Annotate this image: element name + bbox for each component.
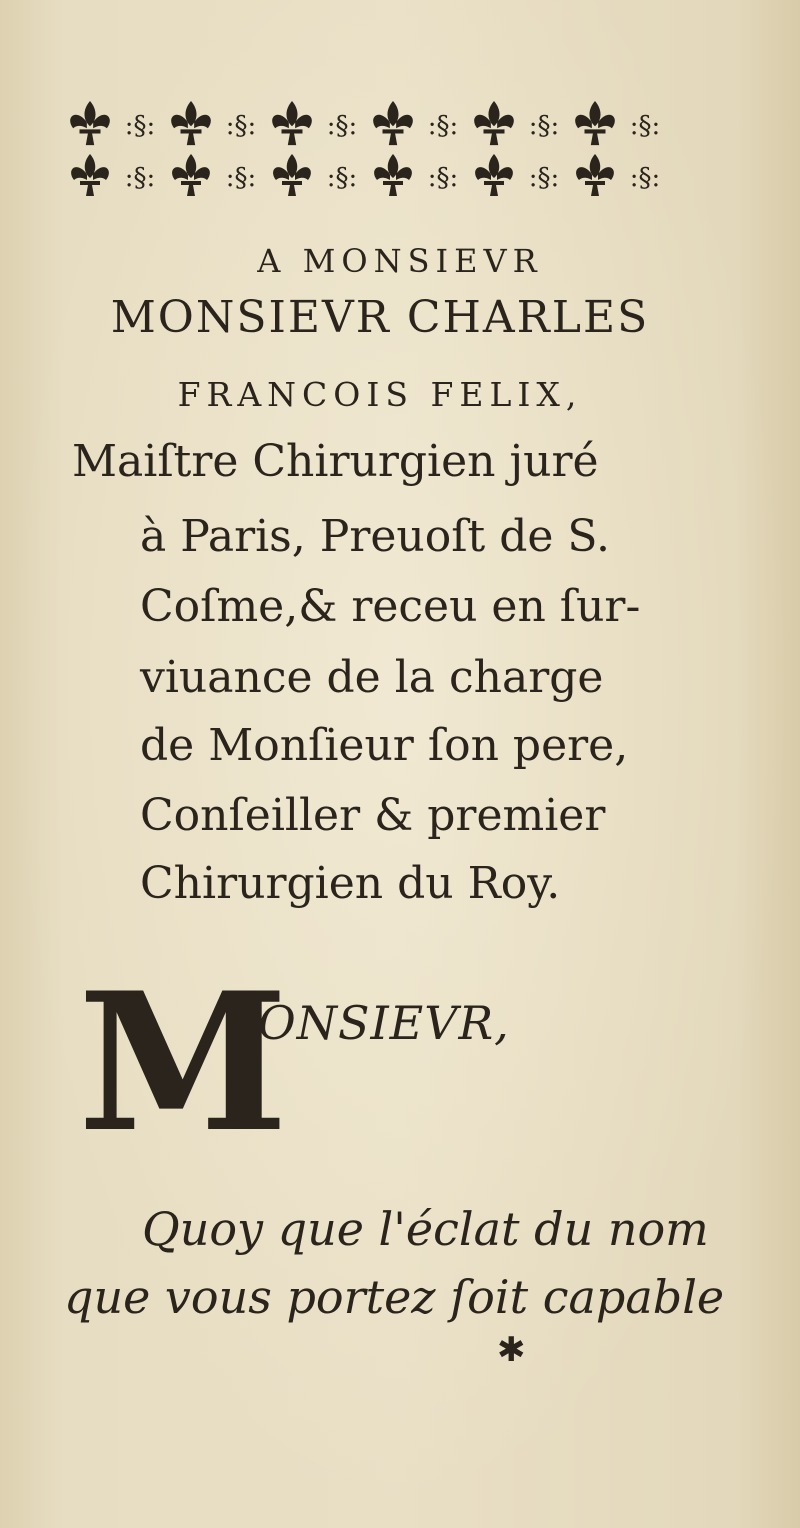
ornament-separator: :§: <box>629 163 661 193</box>
italic-text-line: que vous portez ſoit capable <box>64 1270 725 1324</box>
ornament-separator: :§: <box>629 111 661 141</box>
body-line: Chirurgien du Roy. <box>140 858 561 909</box>
fleur-de-lis-icon <box>576 154 614 196</box>
body-line: Conſeiller & premier <box>140 790 606 841</box>
heading-line-2: MONSIEVR CHARLES <box>110 292 650 343</box>
italic-text-line: Quoy que l'éclat du nom <box>142 1202 709 1256</box>
fleur-de-lis-icon <box>475 154 513 196</box>
fleur-de-lis-icon <box>71 154 109 196</box>
heading-line-3: FRANCOIS FELIX, <box>177 375 583 414</box>
fleur-de-lis-icon <box>374 154 412 196</box>
fleur-de-lis-icon <box>474 101 514 145</box>
body-line: à Paris, Preuoſt de S. <box>140 511 610 562</box>
body-line: viuance de la charge <box>140 652 604 703</box>
fleur-de-lis-icon <box>575 101 615 145</box>
ornament-separator: :§: <box>124 111 156 141</box>
fleur-de-lis-icon <box>172 154 210 196</box>
ornament-separator: :§: <box>427 163 459 193</box>
ornament-separator: :§: <box>225 111 257 141</box>
ornament-separator: :§: <box>124 163 156 193</box>
drop-cap: M <box>78 951 289 1174</box>
heading-line-1: A MONSIEVR <box>257 242 543 280</box>
fleur-de-lis-icon <box>171 101 211 145</box>
fleur-de-lis-icon <box>272 101 312 145</box>
body-line: de Monſieur ſon pere, <box>140 720 629 771</box>
signature-mark: ✱ <box>497 1330 526 1370</box>
fleur-de-lis-icon <box>373 101 413 145</box>
ornament-separator: :§: <box>427 111 459 141</box>
ornament-separator: :§: <box>528 163 560 193</box>
ornament-separator: :§: <box>225 163 257 193</box>
ornament-separator: :§: <box>326 163 358 193</box>
salutation: ONSIEVR, <box>258 996 510 1050</box>
fleur-de-lis-icon <box>273 154 311 196</box>
fleur-de-lis-icon <box>70 101 110 145</box>
ornament-separator: :§: <box>528 111 560 141</box>
fleur-de-lis-ornament-icon <box>70 92 690 202</box>
body-line: Coſme,& receu en ſur- <box>140 581 641 632</box>
ornament-separator: :§: <box>326 111 358 141</box>
body-line: Maiſtre Chirurgien juré <box>72 436 599 487</box>
